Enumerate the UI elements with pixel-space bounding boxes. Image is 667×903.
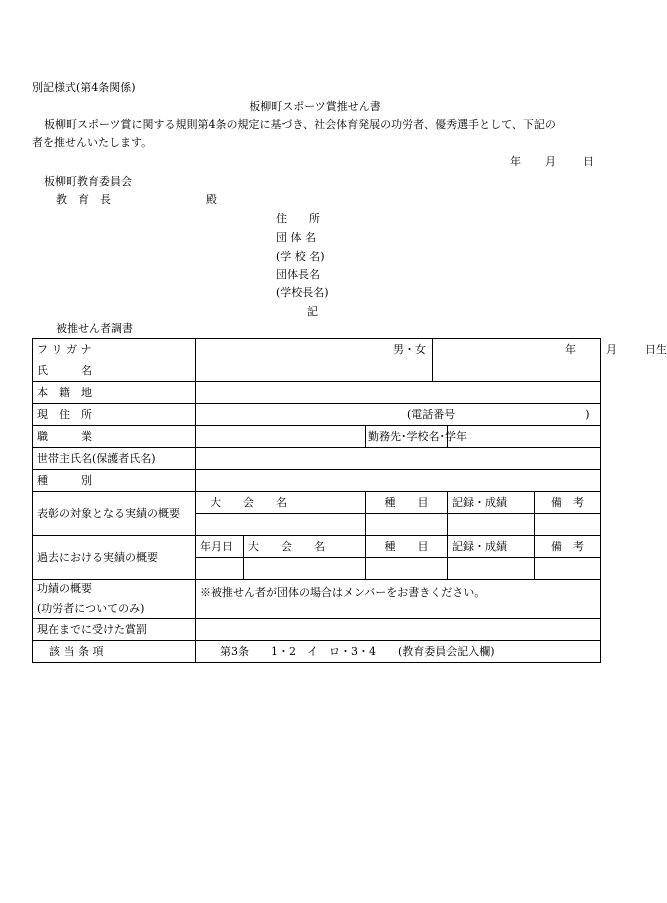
nomination-table bbox=[32, 338, 667, 663]
gender-cell[interactable] bbox=[196, 339, 433, 382]
clause-value: 第3条 1・2 イ ロ・3・4 (教育委員会記入欄) bbox=[196, 641, 601, 663]
target-note-header: 備 考 bbox=[535, 492, 601, 514]
target-meet-header: 大 会 名 bbox=[196, 492, 366, 514]
merit-sublabel: (功労者についてのみ) bbox=[37, 602, 145, 615]
address-label: 現 住 所 bbox=[33, 404, 196, 426]
category-value[interactable] bbox=[196, 470, 601, 492]
gender-label: 男・女 bbox=[393, 343, 426, 356]
clause-row bbox=[33, 641, 601, 663]
name-label: 氏 名 bbox=[33, 360, 196, 382]
householder-row bbox=[33, 448, 601, 470]
honseki-label: 本 籍 地 bbox=[33, 382, 196, 404]
awards-value[interactable] bbox=[196, 619, 601, 641]
awards-label: 現在までに受けた賞罰 bbox=[33, 619, 196, 641]
householder-value[interactable] bbox=[196, 448, 601, 470]
intro-text-line1: 板柳町スポーツ賞に関する規則第4条の規定に基づき、社会体育発展の功労者、優秀選手として、下記の bbox=[44, 118, 556, 131]
target-meet-value[interactable] bbox=[196, 514, 366, 536]
past-note-value[interactable] bbox=[535, 558, 601, 580]
section-title: 被推せん者調書 bbox=[56, 322, 133, 335]
past-record-header: 記録・成績 bbox=[448, 536, 535, 558]
honseki-row bbox=[33, 382, 601, 404]
honseki-value[interactable] bbox=[196, 382, 601, 404]
awards-row bbox=[33, 619, 601, 641]
address-value[interactable] bbox=[196, 404, 601, 426]
past-date-value[interactable] bbox=[196, 558, 244, 580]
past-event-value[interactable] bbox=[366, 558, 448, 580]
clause-label: 該 当 条 項 bbox=[33, 641, 196, 663]
furigana-row bbox=[33, 339, 601, 361]
applicant-address-label: 住 所 bbox=[276, 212, 320, 225]
merit-value[interactable] bbox=[196, 580, 601, 619]
workplace-value[interactable] bbox=[448, 426, 601, 448]
past-date-header: 年月日 bbox=[196, 536, 244, 558]
birth-day: 日生 bbox=[645, 343, 667, 356]
target-achievement-label: 表彰の対象となる実績の概要 bbox=[33, 492, 196, 536]
addressee-org: 板柳町教育委員会 bbox=[44, 175, 132, 188]
applicant-principal-label: (学校長名) bbox=[276, 286, 329, 299]
past-record-value[interactable] bbox=[448, 558, 535, 580]
date-month: 月 bbox=[545, 155, 556, 168]
past-meet-header: 大 会 名 bbox=[244, 536, 366, 558]
target-record-value[interactable] bbox=[448, 514, 535, 536]
birthdate-cell[interactable] bbox=[433, 339, 667, 382]
date-year: 年 bbox=[510, 155, 521, 168]
applicant-group-label: 団 体 名 bbox=[276, 231, 316, 244]
target-note-value[interactable] bbox=[535, 514, 601, 536]
past-achievement-header-row bbox=[33, 536, 601, 558]
intro-text-line2: 者を推せんいたします。 bbox=[32, 136, 153, 149]
past-achievement-label: 過去における実績の概要 bbox=[33, 536, 196, 580]
birth-year: 年 bbox=[565, 343, 576, 356]
householder-label: 世帯主氏名(保護者氏名) bbox=[33, 448, 196, 470]
merit-label-cell bbox=[33, 580, 196, 619]
applicant-school-label: (学 校 名) bbox=[276, 250, 325, 263]
merit-note: ※被推せん者が団体の場合はメンバーをお書きください。 bbox=[200, 586, 486, 599]
furigana-label: フ リ ガ ナ bbox=[33, 339, 196, 361]
addressee-title: 教 育 長 bbox=[56, 193, 111, 206]
phone-close: ) bbox=[585, 407, 590, 421]
past-note-header: 備 考 bbox=[535, 536, 601, 558]
category-label: 種 別 bbox=[33, 470, 196, 492]
document-title: 板柳町スポーツ賞推せん書 bbox=[249, 100, 381, 113]
merit-row bbox=[33, 580, 601, 619]
target-event-header: 種 目 bbox=[366, 492, 448, 514]
birth-month: 月 bbox=[606, 343, 617, 356]
applicant-leader-label: 団体長名 bbox=[276, 268, 320, 281]
form-label: 別記様式(第4条関係) bbox=[32, 81, 136, 94]
merit-label: 功績の概要 bbox=[37, 582, 92, 595]
target-event-value[interactable] bbox=[366, 514, 448, 536]
past-meet-value[interactable] bbox=[244, 558, 366, 580]
addressee-honorific: 殿 bbox=[206, 193, 217, 206]
ki-mark: 記 bbox=[307, 305, 318, 318]
target-record-header: 記録・成績 bbox=[448, 492, 535, 514]
address-row bbox=[33, 404, 601, 426]
phone-label: (電話番号 bbox=[407, 407, 456, 421]
occupation-value[interactable] bbox=[196, 426, 366, 448]
workplace-label: 勤務先･学校名･学年 bbox=[366, 426, 448, 448]
occupation-label: 職 業 bbox=[33, 426, 196, 448]
occupation-row bbox=[33, 426, 601, 448]
target-achievement-header-row bbox=[33, 492, 601, 514]
category-row bbox=[33, 470, 601, 492]
past-event-header: 種 目 bbox=[366, 536, 448, 558]
date-day: 日 bbox=[583, 155, 594, 168]
